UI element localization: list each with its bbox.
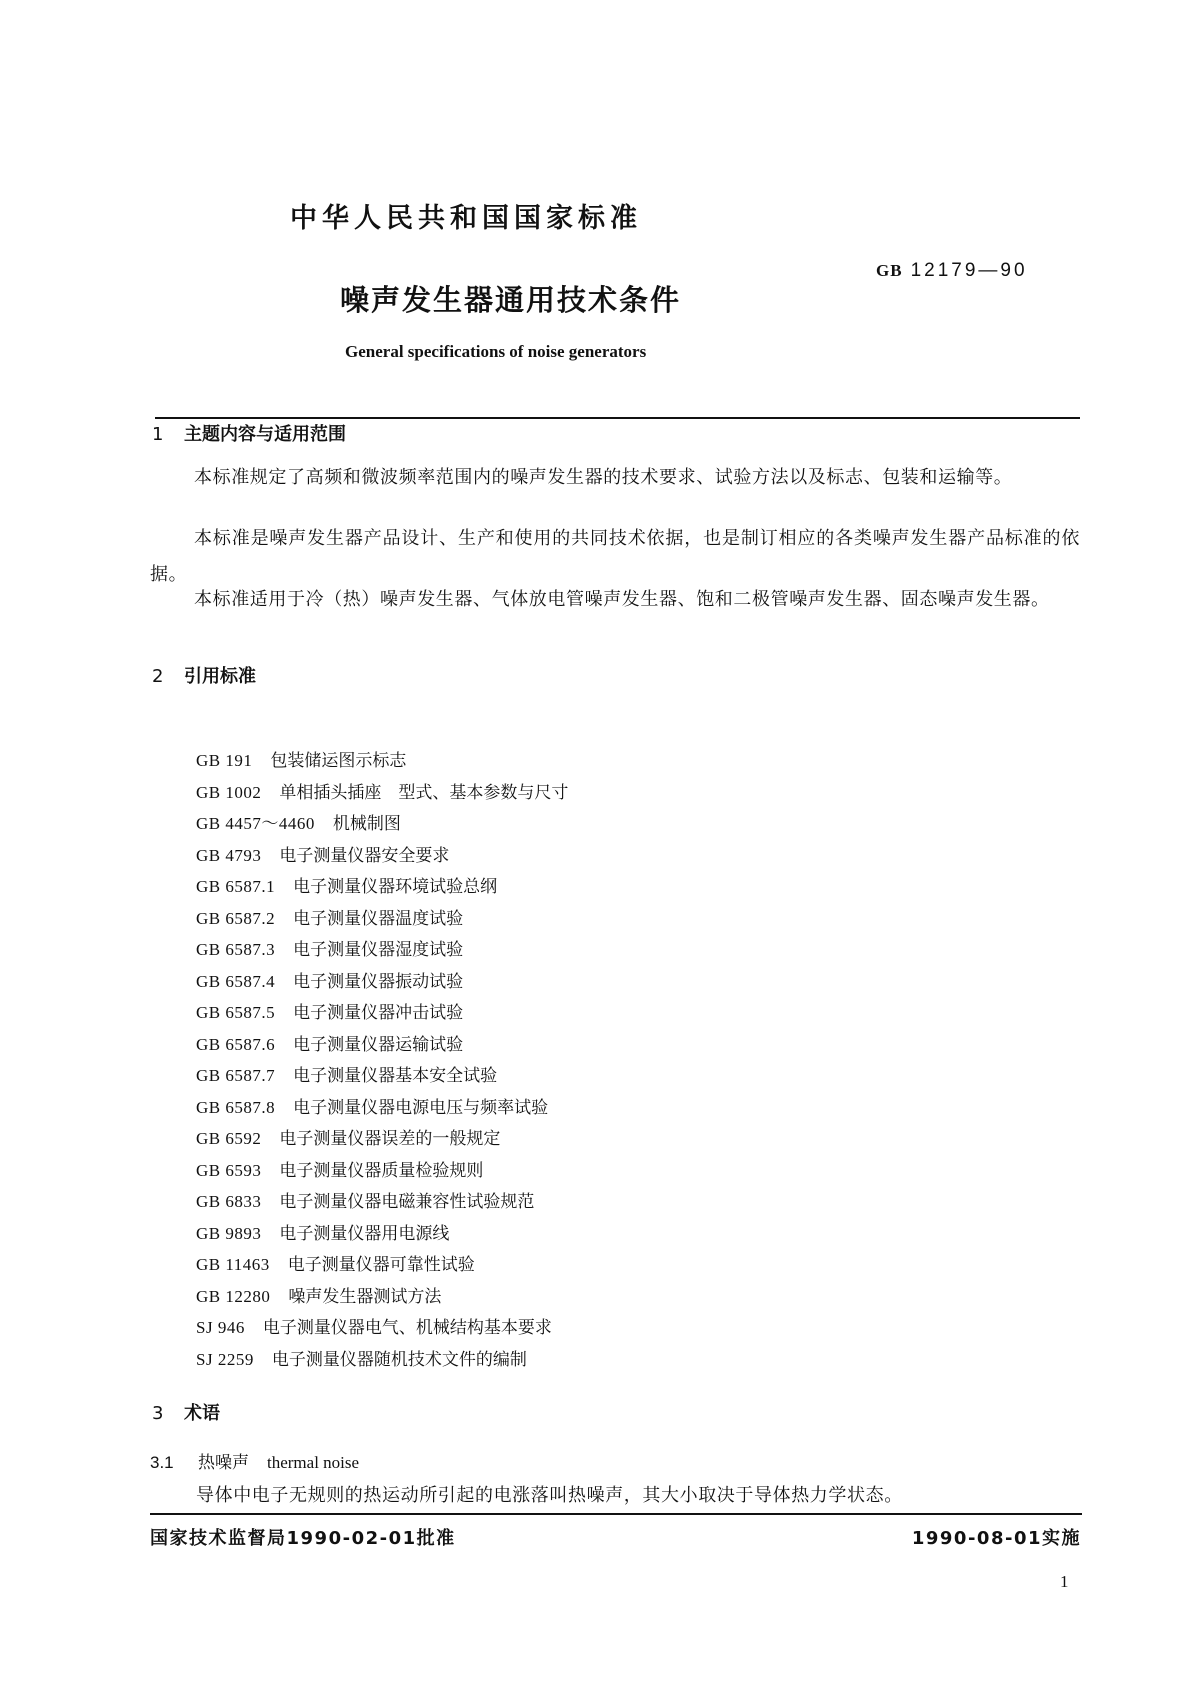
reference-item [196, 777, 568, 809]
document-title-en: General specifications of noise generators [345, 342, 647, 361]
reference-item [196, 966, 568, 998]
page-number: 1 [1060, 1572, 1069, 1591]
reference-code: GB 6587.4 [196, 971, 276, 991]
section-1-title: 主题内容与适用范围 [184, 424, 346, 445]
reference-item [196, 1029, 568, 1061]
reference-item [196, 1155, 568, 1187]
reference-title: 电子测量仪器可靠性试验 [287, 1255, 475, 1275]
reference-item [196, 1344, 568, 1376]
section-2-heading [152, 662, 256, 688]
reference-code: GB 11463 [196, 1255, 270, 1274]
section-2-number: 2 [152, 666, 164, 687]
reference-item [196, 903, 568, 935]
reference-code: GB 9893 [196, 1223, 262, 1243]
reference-item [196, 997, 568, 1029]
section-3-title: 术语 [184, 1403, 220, 1424]
reference-code: GB 6587.7 [196, 1066, 276, 1085]
reference-item [196, 1312, 568, 1344]
reference-title: 电子测量仪器基本安全试验 [293, 1066, 498, 1086]
reference-code: GB 12280 [196, 1286, 271, 1306]
reference-code: GB 6587.2 [196, 908, 276, 928]
reference-title: 电子测量仪器误差的一般规定 [279, 1129, 501, 1149]
reference-item [196, 1186, 568, 1218]
reference-title: 电子测量仪器随机技术文件的编制 [271, 1349, 527, 1370]
reference-title: 电子测量仪器质量检验规则 [279, 1160, 484, 1181]
reference-title: 电子测量仪器电磁兼容性试验规范 [279, 1192, 535, 1212]
term-name-en: thermal noise [267, 1453, 360, 1472]
standard-code-number: 12179—90 [910, 260, 1028, 281]
reference-title: 噪声发生器测试方法 [288, 1286, 442, 1307]
section-1-paragraph-2: 本标准是噪声发生器产品设计、生产和使用的共同技术依据，也是制订相应的各类噪声发生器产品标准的依据。 [150, 528, 1080, 585]
reference-item [196, 808, 568, 840]
document-title-cn: 噪声发生器通用技术条件 [340, 283, 682, 317]
reference-code: GB 6587.1 [196, 877, 276, 896]
reference-title: 电子测量仪器用电源线 [279, 1223, 450, 1244]
reference-code: GB 4793 [196, 845, 262, 865]
reference-title: 单相插头插座 型式、基本参数与尺寸 [279, 782, 569, 803]
reference-item [196, 934, 568, 966]
section-3-number: 3 [152, 1403, 164, 1424]
term-definition: 导体中电子无规则的热运动所引起的电涨落叫热噪声，其大小取决于导体热力学状态。 [196, 1485, 903, 1506]
standard-code [876, 260, 1028, 282]
section-3-heading [152, 1399, 220, 1425]
reference-code: GB 6593 [196, 1160, 262, 1180]
reference-code: SJ 946 [196, 1318, 245, 1337]
approval-date: 国家技术监督局1990-02-01批准 [150, 1528, 456, 1549]
reference-code: GB 1002 [196, 782, 262, 802]
reference-item [196, 1281, 568, 1313]
section-1-paragraph-1: 本标准规定了高频和微波频率范围内的噪声发生器的技术要求、试验方法以及标志、包装和运输等。 [194, 467, 1013, 488]
term-3-1 [150, 1448, 359, 1473]
section-1-paragraph-3: 本标准适用于冷（热）噪声发生器、气体放电管噪声发生器、饱和二极管噪声发生器、固态噪声发生器。 [194, 589, 1050, 610]
reference-title: 电子测量仪器安全要求 [279, 845, 450, 866]
term-number: 3.1 [150, 1453, 174, 1472]
reference-title: 电子测量仪器振动试验 [293, 971, 464, 992]
reference-title: 电子测量仪器环境试验总纲 [293, 877, 498, 897]
header-divider [155, 417, 1080, 419]
section-2-title: 引用标准 [184, 666, 256, 687]
reference-code: GB 6833 [196, 1192, 262, 1211]
section-1-heading [152, 420, 346, 446]
reference-code: GB 191 [196, 751, 253, 770]
reference-title: 电子测量仪器电气、机械结构基本要求 [262, 1318, 552, 1338]
footer-divider [150, 1513, 1082, 1515]
reference-item [196, 1218, 568, 1250]
reference-code: GB 4457～4460 [196, 814, 315, 833]
term-name-cn: 热噪声 [198, 1453, 249, 1473]
reference-code: GB 6587.6 [196, 1034, 276, 1054]
reference-item [196, 1123, 568, 1155]
reference-title: 电子测量仪器运输试验 [293, 1034, 464, 1055]
national-standard-heading: 中华人民共和国国家标准 [290, 203, 642, 234]
section-1-number: 1 [152, 424, 164, 445]
reference-item [196, 1249, 568, 1281]
reference-code: GB 6587.5 [196, 1003, 276, 1022]
reference-title: 电子测量仪器冲击试验 [293, 1003, 464, 1023]
reference-list [196, 745, 568, 1375]
reference-title: 机械制图 [332, 814, 401, 834]
reference-code: GB 6587.8 [196, 1097, 276, 1117]
standard-code-prefix: GB [876, 261, 903, 280]
reference-title: 电子测量仪器电源电压与频率试验 [293, 1097, 549, 1118]
reference-item [196, 1092, 568, 1124]
reference-code: SJ 2259 [196, 1349, 254, 1369]
reference-title: 包装储运图示标志 [270, 751, 407, 771]
reference-item [196, 745, 568, 777]
reference-title: 电子测量仪器湿度试验 [293, 940, 464, 960]
reference-item [196, 840, 568, 872]
implementation-date: 1990-08-01实施 [911, 1528, 1081, 1549]
reference-code: GB 6592 [196, 1129, 262, 1148]
reference-code: GB 6587.3 [196, 940, 276, 959]
reference-title: 电子测量仪器温度试验 [293, 908, 464, 929]
reference-item [196, 1060, 568, 1092]
reference-item [196, 871, 568, 903]
